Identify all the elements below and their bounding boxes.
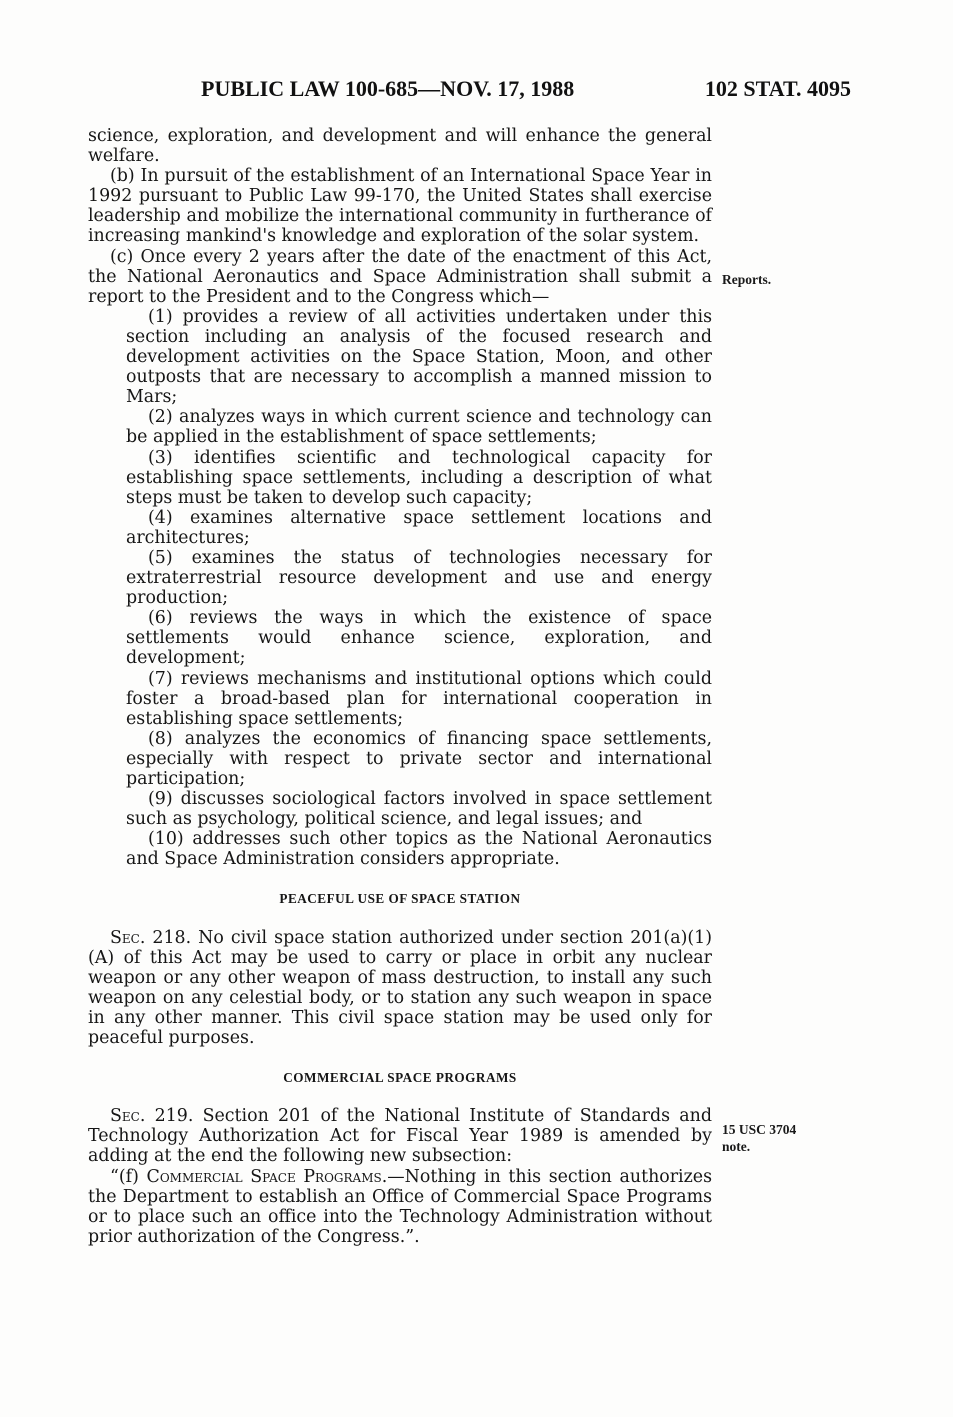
list-item-7: (7) reviews mechanisms and institutional options which could foster a broad-based plan for international cooperation in establishing space settlements; <box>126 668 712 729</box>
list-item-9: (9) discusses sociological factors involved in space settlement such as psychology, political science, and legal issues; and <box>126 789 712 830</box>
list-item-1: (1) provides a review of all activities undertaken under this section including an analysis of the focused research and development activities on the Space Station, Moon, and other outposts that are necessary to accomplish a manned mission to Mars; <box>126 306 712 408</box>
stat-page-number: 102 STAT. 4095 <box>704 76 851 101</box>
public-law-title: PUBLIC LAW 100-685—NOV. 17, 1988 <box>201 76 575 101</box>
subsection-f-text <box>88 1167 712 1247</box>
margin-note-usc <box>722 1121 796 1155</box>
body-text <box>88 126 712 1247</box>
list-item-10: (10) addresses such other topics as the National Aeronautics and Space Administration considers appropriate. <box>126 829 712 870</box>
list-item-6: (6) reviews the ways in which the existence of space settlements would enhance science, exploration, and development; <box>126 608 712 669</box>
subsec-f-title: Commercial Space Programs <box>146 1166 382 1187</box>
section-219-text <box>88 1106 712 1166</box>
paragraph-b: (b) In pursuit of the establishment of an International Space Year in 1992 pursuant to Public Law 99-170, the United States shall exercise leadership and mobilize the international community in furtherance of increasing mankind's knowledge and exploration of the solar system. <box>88 166 712 247</box>
section-218-text <box>88 928 712 1049</box>
margin-note-reports: Reports. <box>722 272 772 287</box>
section-heading-219: COMMERCIAL SPACE PROGRAMS <box>283 1070 517 1086</box>
paragraph-continuation: science, exploration, and development and will enhance the general welfare. <box>88 126 712 167</box>
sec-label-219: Sec. <box>110 1106 146 1127</box>
subsec-f-prefix: “(f) <box>110 1166 147 1187</box>
sec-label-218: Sec. <box>110 927 146 948</box>
section-heading-218: PEACEFUL USE OF SPACE STATION <box>279 891 521 907</box>
list-item-2: (2) analyzes ways in which current science and technology can be applied in the establishment of space settlements; <box>126 407 712 448</box>
list-item-3: (3) identifies scientific and technological capacity for establishing space settlements, including a description of what steps must be taken to develop such capacity; <box>126 447 712 508</box>
running-head <box>201 76 851 104</box>
list-item-5: (5) examines the status of technologies necessary for extraterrestrial resource development and use and energy production; <box>126 547 712 609</box>
list-item-4: (4) examines alternative space settlement locations and architectures; <box>126 507 712 548</box>
paragraph-c: (c) Once every 2 years after the date of the enactment of this Act, the National Aeronautics and Space Administration shall submit a report to the President and to the Congress which— <box>88 246 712 307</box>
sec-219-body: 219. Section 201 of the National Institute of Standards and Technology Authorization Act for Fiscal Year 1989 is amended by adding at the end the following new subsection: <box>88 1106 712 1167</box>
margin-note-usc-line2: note. <box>722 1139 751 1154</box>
sec-218-body: 218. No civil space station authorized under section 201(a)(1)(A) of this Act may be used to carry or place in orbit any nuclear weapon or any other weapon of mass destruction, to install any such weapon on any celestial body, or to station any such weapon in space in any other manner. This civil space station may be used only for peaceful purposes. <box>88 927 712 1049</box>
subsec-f-body: .—Nothing in this section authorizes the Department to establish an Office of Commercial Space Programs or to place such an office into the Technology Administration without prior authorization of the Congress.”. <box>88 1166 712 1247</box>
list-item-8: (8) analyzes the economics of financing space settlements, especially with respect to private sector and international participation; <box>126 728 712 789</box>
margin-note-usc-line1: 15 USC 3704 <box>722 1122 797 1137</box>
